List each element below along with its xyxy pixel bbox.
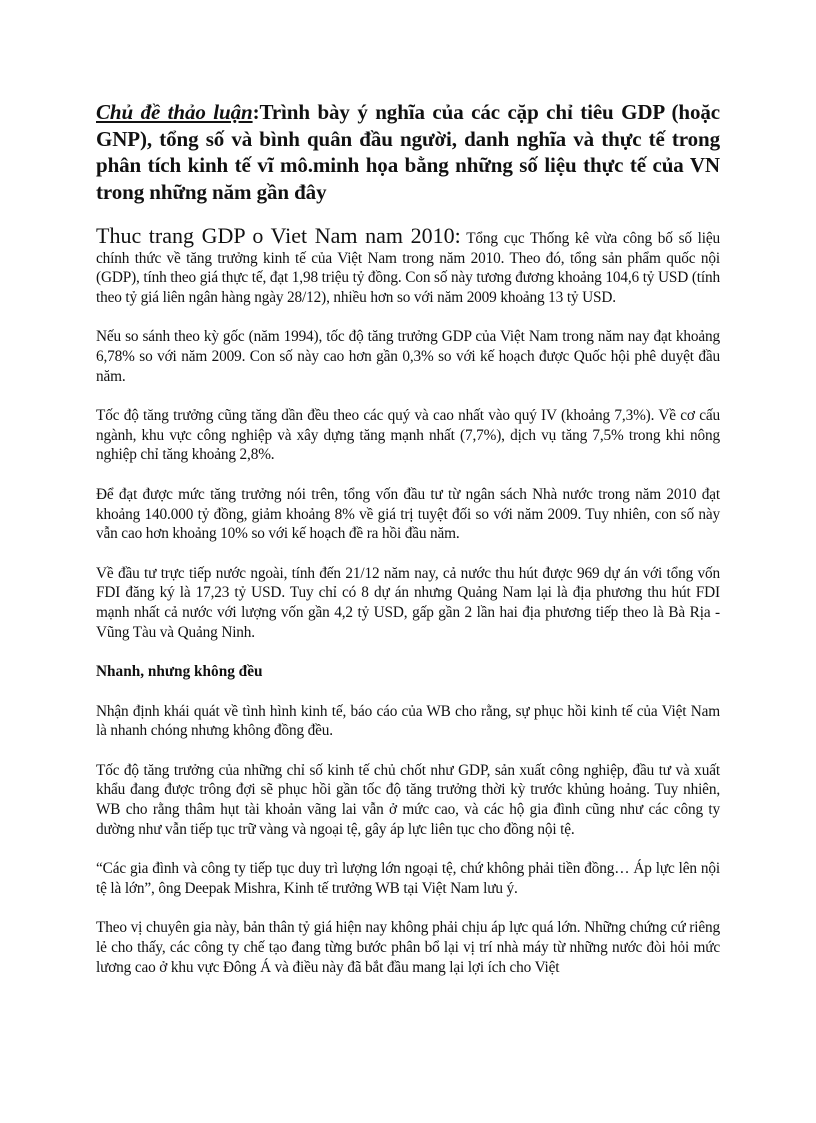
section-title-colon: : — [454, 223, 461, 248]
discussion-topic — [96, 99, 720, 205]
paragraph-wb-assessment: Nhận định khái quát về tình hình kinh tế, báo cáo của WB cho rằng, sự phục hồi kinh tế của Việt Nam là nhanh chóng nhưng không đồng đều. — [96, 702, 720, 740]
paragraph-quote: “Các gia đình và công ty tiếp tục duy trì lượng lớn ngoại tệ, chứ không phải tiền đồng… Áp lực lên nội tệ là lớn”, ông Deepak Mishra, Kinh tế trưởng WB tại Việt Nam lưu ý. — [96, 860, 720, 897]
intro-text: Tổng cục Thống kê vừa công bố số liệu chính thức về tăng trưởng kinh tế của Việt Nam trong năm 2010. Theo đó, tổng sản phẩm quốc nội (GDP), tính theo giá thực tế, đạt 1,98 triệu tỷ đồng. Con số này tương đương khoảng 104,6 tỷ USD (tính theo tỷ giá liên ngân hàng ngày 28/12), nhiều hơn so với năm 2009 khoảng 13 tỷ USD. — [96, 230, 720, 306]
paragraph-quarterly-growth: Tốc độ tăng trưởng cũng tăng dần đều theo các quý và cao nhất vào quý IV (khoảng 7,3%). Về cơ cấu ngành, khu vực công nghiệp và xây dựng tăng mạnh nhất (7,7%), dịch vụ tăng 7,5% trong khi nông nghiệp chỉ tăng khoảng 2,8%. — [96, 407, 720, 464]
topic-label: Chủ đề thảo luận — [96, 100, 253, 124]
paragraph-fdi: Về đầu tư trực tiếp nước ngoài, tính đến 21/12 năm nay, cả nước thu hút được 969 dự án với tổng vốn FDI đăng ký là 17,23 tỷ USD. Tuy chỉ có 8 dự án nhưng Quảng Nam lại là địa phương thu hút FDI mạnh nhất cả nước với lượng vốn gần 4,2 tỷ USD, gấp gần 2 lần hai địa phương tiếp theo là Bà Rịa - Vũng Tàu và Quảng Ninh. — [96, 564, 720, 641]
subsection-heading: Nhanh, nhưng không đều — [96, 663, 263, 681]
paragraph-growth-rate: Nếu so sánh theo kỳ gốc (năm 1994), tốc độ tăng trưởng GDP của Việt Nam trong năm nay đạt khoảng 6,78% so với năm 2009. Con số này cao hơn gần 0,3% so với kế hoạch được Quốc hội phê duyệt đầu năm. — [96, 328, 720, 385]
intro-paragraph — [96, 223, 720, 307]
topic-text: :Trình bày ý nghĩa của các cặp chỉ tiêu GDP (hoặc GNP), tổng số và bình quân đầu người, danh nghĩa và thực tế trong phân tích kinh tế vĩ mô.minh họa bằng những số liệu thực tế của VN trong những năm gần đây — [96, 100, 720, 204]
paragraph-exchange-rate: Theo vị chuyên gia này, bản thân tỷ giá hiện nay không phải chịu áp lực quá lớn. Những chứng cứ riêng lẻ cho thấy, các công ty chế tạo đang từng bước phân bổ lại vị trí nhà máy từ những nước đòi hỏi mức lương cao ở khu vực Đông Á và điều này đã bắt đầu mang lại lợi ích cho Việt — [96, 919, 720, 976]
paragraph-key-indicators: Tốc độ tăng trưởng của những chỉ số kinh tế chủ chốt như GDP, sản xuất công nghiệp, đầu tư và xuất khẩu đang được trông đợi sẽ phục hồi gần tốc độ tăng trưởng thời kỳ trước khủng hoảng. Tuy nhiên, WB cho rằng thâm hụt tài khoản vãng lai vẫn ở mức cao, và các hộ gia đình cũng như các công ty dường như vẫn tiếp tục trữ vàng và ngoại tệ, gây áp lực liên tục cho đồng nội tệ. — [96, 761, 720, 838]
section-title: Thuc trang GDP o Viet Nam nam 2010 — [96, 223, 455, 248]
paragraph-state-investment: Để đạt được mức tăng trưởng nói trên, tổng vốn đầu tư từ ngân sách Nhà nước trong năm 2010 đạt khoảng 140.000 tỷ đồng, giảm khoảng 8% về giá trị tuyệt đối so với năm 2009. Tuy nhiên, con số này vẫn cao hơn khoảng 10% so với kế hoạch đề ra hồi đầu năm. — [96, 485, 720, 543]
document-body — [96, 99, 720, 997]
